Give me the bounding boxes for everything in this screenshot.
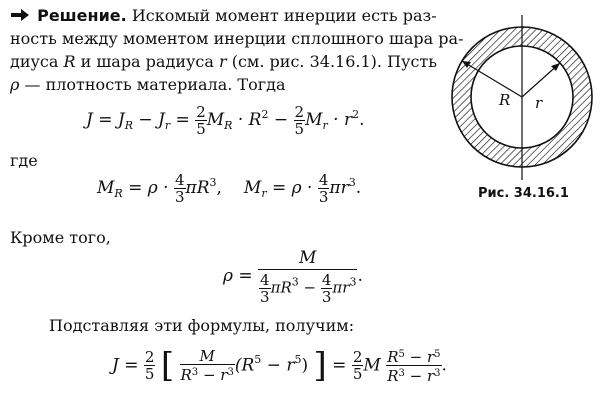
f4-pow: 5 <box>254 353 262 366</box>
paragraph-intro <box>10 5 437 26</box>
den-part: − r <box>198 366 228 384</box>
var-r: r <box>218 52 227 71</box>
f1-sub: r <box>164 119 171 132</box>
arrow-right-icon <box>10 5 32 26</box>
fraction <box>259 272 271 305</box>
fraction <box>318 172 330 205</box>
f2-tail: πR <box>185 178 210 198</box>
formula-4 <box>112 347 447 384</box>
f4-pow: 5 <box>294 353 302 366</box>
frac-num: 2 <box>196 103 206 121</box>
f1-pow: 2 <box>352 108 360 121</box>
f1-sub: R <box>224 119 233 132</box>
f2-m: M <box>97 178 115 198</box>
figure-34-16-1 <box>447 12 593 182</box>
f2-pow: 3 <box>348 176 356 189</box>
frac-den <box>258 269 357 305</box>
fraction <box>386 347 441 384</box>
pow: 3 <box>434 368 441 379</box>
den-part: R <box>180 366 192 384</box>
f4-paren: (R <box>234 355 255 376</box>
frac-num: 2 <box>294 103 305 121</box>
fraction <box>294 104 306 137</box>
f1-eq: = <box>170 110 196 130</box>
f2-sub: R <box>114 187 123 200</box>
frac-den: 5 <box>294 120 305 138</box>
where-label: где <box>10 151 38 170</box>
pow: 3 <box>227 367 234 378</box>
para1-line1: Искомый момент инерции есть раз- <box>131 6 437 25</box>
f1-term: · r <box>327 110 353 130</box>
fraction <box>352 349 364 382</box>
f1-sub: R <box>124 119 133 132</box>
frac-den: 5 <box>196 120 206 138</box>
text-span: диуса <box>10 52 64 71</box>
frac-num: 4 <box>260 271 270 289</box>
den-part: R <box>387 367 399 385</box>
big-fraction <box>258 247 357 305</box>
frac-den <box>386 365 441 384</box>
f2-m: M <box>243 178 262 198</box>
para1-line2: ность между моментом инерции сплошного шара ра- <box>10 29 464 48</box>
den-part: − r <box>404 367 435 385</box>
solution-heading: Решение. <box>37 6 127 25</box>
f2-sep: , <box>216 178 222 198</box>
frac-den: 3 <box>321 288 332 306</box>
fraction <box>195 104 207 137</box>
pow: 5 <box>434 349 441 360</box>
substituting-label: Подставляя эти формулы, получим: <box>49 316 355 335</box>
frac-num: M <box>299 248 317 268</box>
label-r: r <box>535 94 543 112</box>
pow: 3 <box>398 368 405 379</box>
frac-den: 3 <box>260 288 270 306</box>
f4-paren: ) <box>301 355 309 376</box>
frac-num: 4 <box>174 171 185 189</box>
f4-m: M <box>363 355 381 376</box>
frac-num: 4 <box>321 271 332 289</box>
frac-den: 5 <box>352 365 363 383</box>
text-span: (см. рис. 34.16.1). Пусть <box>226 52 437 71</box>
var-rho: ρ <box>10 75 20 94</box>
frac-num: 4 <box>318 171 329 189</box>
right-bracket: ] <box>313 345 327 386</box>
num-part: R <box>387 348 399 366</box>
f2-eq: = ρ · <box>266 178 318 198</box>
f1-sub: r <box>322 119 328 132</box>
f3-pow: 3 <box>291 275 299 289</box>
f2-pow: 3 <box>209 176 217 189</box>
f1-pow: 2 <box>261 108 269 121</box>
figure-caption: Рис. 34.16.1 <box>478 186 569 201</box>
f2-eq: = ρ · <box>122 178 174 198</box>
f1-term: · R <box>232 110 262 130</box>
frac-num: 2 <box>352 348 363 366</box>
fraction <box>144 349 156 382</box>
f1-lhs: J = J <box>86 110 125 130</box>
f3-den-a: πR <box>270 278 292 297</box>
fraction <box>174 172 186 205</box>
frac-num: 2 <box>144 348 155 366</box>
pow: 3 <box>191 367 199 378</box>
frac-den: 5 <box>144 365 155 383</box>
f1-minus: − J <box>132 110 165 130</box>
text-span: — плотность материала. Тогда <box>19 75 286 94</box>
f3-end: . <box>357 266 363 286</box>
f2-end: . <box>355 178 362 198</box>
frac-den <box>180 364 235 383</box>
formula-1 <box>86 104 365 137</box>
text-span: и шара радиуса <box>75 52 219 71</box>
f2-tail: πr <box>329 178 349 198</box>
f1-minus: − <box>268 110 294 130</box>
hollow-sphere-diagram <box>447 12 593 182</box>
label-R: R <box>499 91 511 109</box>
pow: 5 <box>398 349 405 360</box>
left-bracket: [ <box>160 345 175 386</box>
besides-label: Кроме того, <box>10 228 111 247</box>
f1-term: M <box>305 110 323 130</box>
f3-pow: 3 <box>349 275 357 289</box>
num-part: − r <box>404 348 435 366</box>
f3-lhs: ρ = <box>223 266 259 286</box>
formula-2 <box>97 172 361 205</box>
f1-term: M <box>206 110 225 130</box>
frac-den: 3 <box>174 188 185 206</box>
f4-paren: − r <box>261 355 295 376</box>
var-R: R <box>63 52 76 71</box>
f3-minus: − <box>298 278 321 297</box>
f4-end: . <box>441 355 447 376</box>
frac-num: M <box>199 347 215 365</box>
frac-num <box>386 347 441 365</box>
f3-den-b: πr <box>332 278 350 297</box>
f4-lhs: J = <box>112 355 144 376</box>
para1-line3 <box>10 51 437 72</box>
frac-den: 3 <box>318 188 329 206</box>
f2-sub: r <box>261 187 267 200</box>
formula-3 <box>223 247 363 305</box>
f4-eq: = <box>332 355 352 376</box>
fraction <box>321 272 333 305</box>
fraction <box>180 348 235 383</box>
f1-end: . <box>359 110 365 130</box>
para1-line4 <box>10 74 286 95</box>
